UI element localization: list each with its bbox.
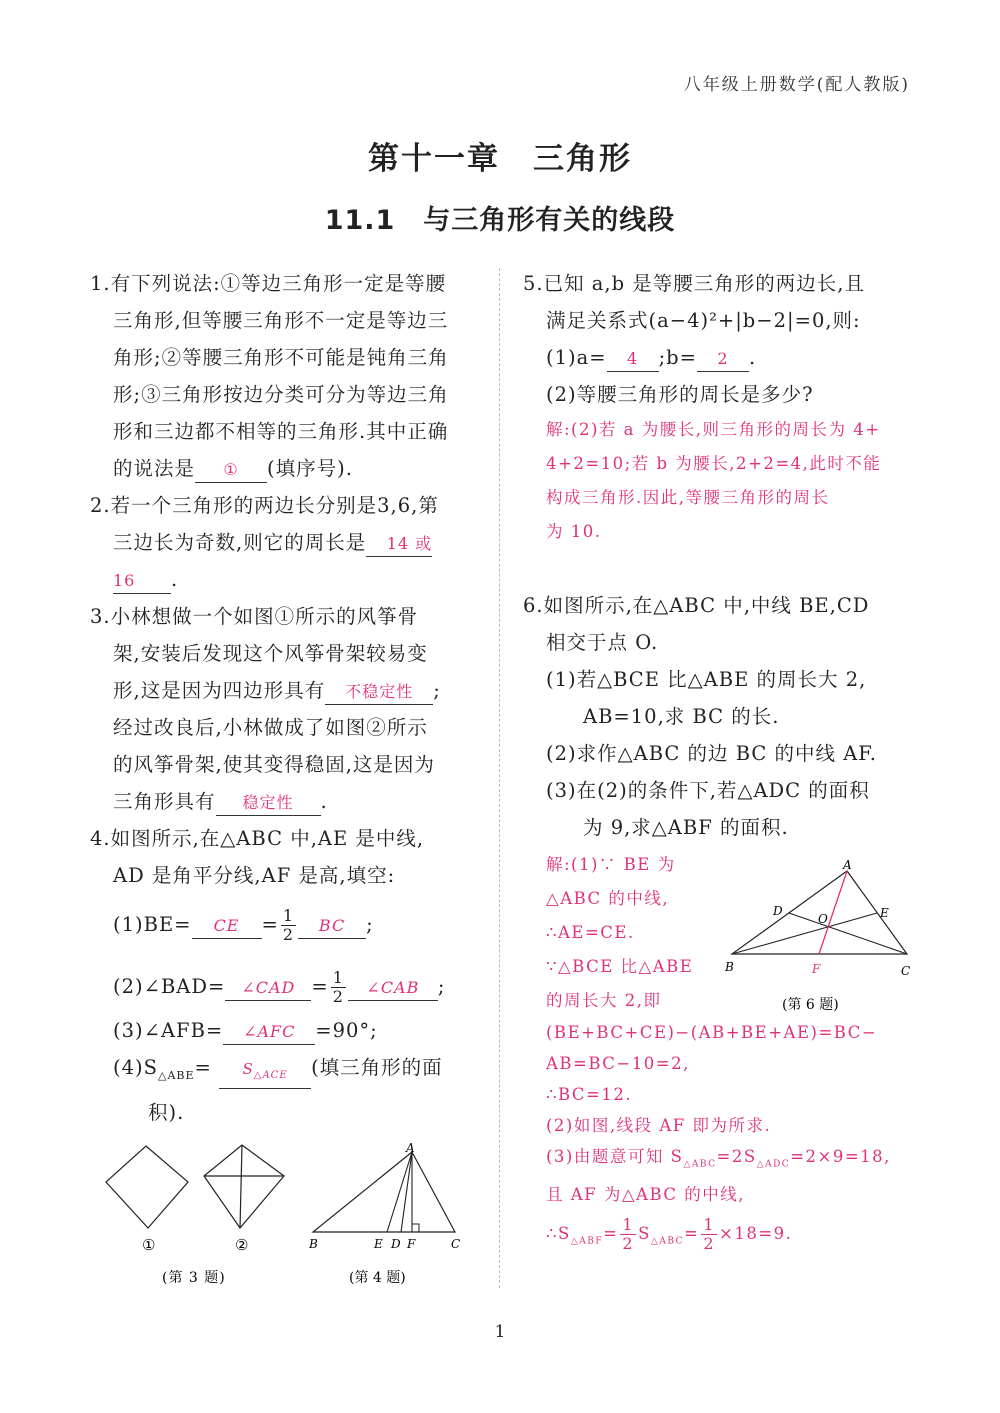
figure-caption: (第 4 题) [349, 1270, 406, 1286]
answer-blank: 2 [697, 347, 749, 372]
question-3: 3.小林想做一个如图①所示的风筝骨 架,安装后发现这个风筝骨架较易变 形,这是因为四边形具有 不稳定性 ; 经过改良后,小林做成了如图②所示 的风筝骨架,使其变得稳固,这是因为 三角形具有 稳定性 . [90, 598, 485, 820]
figure-4 [305, 1140, 485, 1295]
answer-blank: BC [298, 914, 366, 939]
fraction-half: $\frac{1}{2}$ [703, 1215, 716, 1254]
vertex-label: C [901, 964, 911, 978]
question-2: 2.若一个三角形的两边长分别是3,6,第 三边长为奇数,则它的周长是 14 或 16 . [90, 487, 485, 598]
point-label: F [812, 962, 821, 976]
fraction-half: $\frac{1}{2}$ [282, 906, 295, 944]
answer-blank: 16 [113, 569, 171, 594]
point-label: D [391, 1237, 401, 1251]
figure-6 [722, 855, 917, 1020]
answer-blank: 14 或 [366, 532, 432, 557]
kite-shape-2 [204, 1145, 284, 1228]
fraction-half: $\frac{1}{2}$ [332, 968, 344, 1006]
answer-blank: ∠CAD [225, 976, 311, 1001]
column-divider [499, 268, 500, 1288]
solution-6a: 解:(1)∵ BE 为 △ABC 的中线, ∴AE=CE. ∵△BCE 比△ABE 的周长大 2,即 [546, 855, 694, 1010]
median-cd [789, 913, 907, 954]
section-title: 11.1 与三角形有关的线段 [324, 205, 676, 236]
answer-blank: 稳定性 [216, 791, 321, 816]
answer-blank: 4 [607, 347, 659, 372]
answer-blank: ∠AFC [223, 1020, 315, 1045]
figure-caption: (第 3 题) [162, 1270, 226, 1286]
answer-blank: ① [195, 458, 267, 483]
question-4: 4.如图所示,在△ABC 中,AE 是中线, AD 是角平分线,AF 是高,填空: (1)BE= CE = $\frac{1}{2}$ BC ; (2)∠BAD= ∠CAD = $\frac{1}{2}$ ∠CAB ; (3)∠AFB= ∠AFC =90°; $(4)S_{\triangle ABE}= S_{\triangle ACE}$ (填三角形的面 积). [90, 827, 446, 1124]
right-angle-mark [412, 1224, 419, 1232]
vertex-label: A [843, 858, 852, 872]
fraction-half: $\frac{1}{2}$ [622, 1215, 635, 1254]
vertex-label: B [725, 960, 734, 974]
page-number: 1 [494, 1322, 506, 1342]
solution-5: 解:(2)若 a 为腰长,则三角形的周长为 4+ 4+2=10;若 b 为腰长,2+2=4,此时不能 构成三角形.因此,等腰三角形的周长 为 10. [546, 420, 882, 541]
answer-blank: ∠CAB [348, 976, 438, 1001]
point-label: D [773, 904, 783, 918]
solution-6b: (BE+BC+CE)−(AB+BE+AE)=BC− AB=BC−10=2, ∴BC=12. (2)如图,线段 AF 即为所求. (3)由题意可知 $S_{\triangle ABC}=2S_{\triangle ADC}=2\times 9=18$, 且 AF 为△ABC 的中线, $\therefore S_{\triangle ABF}=$ $\frac{1}{2}$ $S_{\triangle ABC}=$ $\frac{1}{2}$ ×18=9. [546, 1023, 891, 1254]
vertex-label: B [309, 1237, 318, 1251]
vertex-label: C [451, 1237, 461, 1251]
left-column [90, 265, 485, 1131]
right-column [523, 265, 915, 549]
question-5: 5.已知 a,b 是等腰三角形的两边长,且 满足关系式(a−4)²+|b−2|=0,则: (1)a= 4 ;b= 2 . (2)等腰三角形的周长是多少? 解:(2)若 a 为腰长,则三角形的周长为 4+ 4+2=10;若 b 为腰长,2+2=4,此时不能 构成三角形.因此,等腰三角形的周长 为 10. [523, 265, 915, 549]
figure-caption: (第 6 题) [782, 997, 839, 1013]
question-1: 1.有下列说法:①等边三角形一定是等腰 三角形,但等腰三角形不一定是等边三 角形;②等腰三角形不可能是钝角三角 形;③三角形按边分类可分为等边三角 形和三边都不相等的三角形.其中正确 的说法是 ① (填序号). [90, 265, 485, 487]
answer-blank: CE [192, 914, 262, 939]
point-label: E [374, 1237, 383, 1251]
kite-shape-1 [106, 1146, 188, 1228]
vertex-label: A [406, 1141, 415, 1155]
figure-label-2: ② [235, 1236, 249, 1254]
answer-blank: 不稳定性 [325, 680, 433, 705]
point-label: E [880, 906, 889, 920]
answer-blank: $S_{\triangle ACE}$ [219, 1057, 311, 1089]
chapter-title: 第十一章 三角形 [368, 141, 632, 177]
median-be [732, 913, 877, 954]
kite-spine [240, 1145, 242, 1228]
question-6: 6.如图所示,在△ABC 中,中线 BE,CD 相交于点 O. (1)若△BCE 比△ABE 的周长大 2, AB=10,求 BC 的长. (2)求作△ABC 的边 BC 的中线 AF. (3)在(2)的条件下,若△ADC 的面积 为 9,求△ABF 的面积. [523, 594, 877, 839]
median-ae [387, 1152, 412, 1232]
figure-3 [100, 1140, 300, 1295]
point-label: O [818, 912, 828, 926]
bisector-ad [401, 1152, 412, 1232]
running-header: 八年级上册数学(配人教版) [683, 75, 910, 95]
triangle-abc [313, 1152, 455, 1232]
point-label: F [407, 1237, 416, 1251]
figure-label-1: ① [142, 1236, 156, 1254]
